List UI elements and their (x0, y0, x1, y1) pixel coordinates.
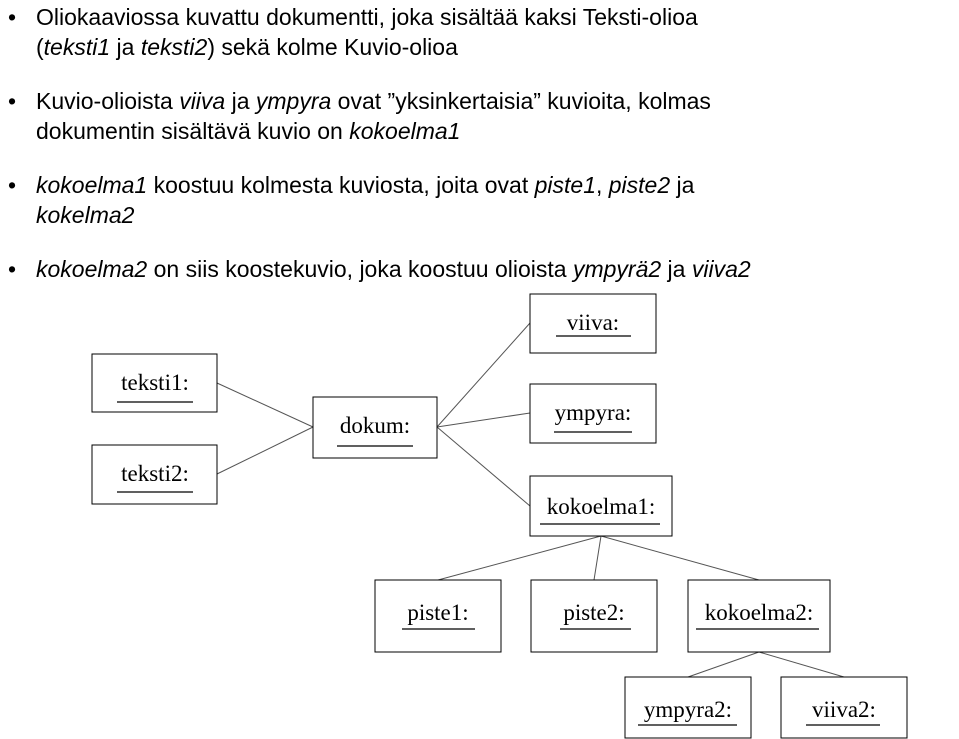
link-kokoelma1-kokoelma2 (601, 536, 759, 580)
bullet-marker: • (7, 4, 17, 30)
link-kokoelma2-viiva2 (759, 652, 844, 677)
object-label: teksti1: (121, 370, 189, 395)
bullet-text-segment: ja (670, 172, 695, 198)
object-kokoelma1 (530, 476, 672, 536)
link-kokoelma2-ympyra2 (688, 652, 759, 677)
link-dokum-ympyra (437, 413, 530, 427)
bullet-text-segment: Kuvio-olioista (36, 88, 180, 114)
bullet-marker: • (7, 88, 17, 114)
link-kokoelma1-piste2 (594, 536, 601, 580)
bullet-marker: • (7, 256, 17, 282)
bullet-text-segment: ja (661, 256, 692, 282)
bullet-text-segment: ja (110, 34, 141, 60)
object-viiva2 (781, 677, 907, 738)
object-name-text: kokelma2 (36, 202, 135, 228)
link-kokoelma1-piste1 (438, 536, 601, 580)
object-ympyra (530, 384, 656, 443)
object-label: ympyra2: (643, 697, 733, 722)
bullet-text-segment: dokumentin sisältävä kuvio on (36, 118, 350, 144)
object-dokum (313, 397, 437, 458)
object-name-text: kokoelma2 (36, 256, 148, 282)
object-viiva (530, 294, 656, 353)
object-name-text: viiva2 (691, 256, 751, 282)
bullet-text-segment: Oliokaaviossa kuvattu dokumentti, joka sisältää kaksi Teksti-olioa (36, 4, 698, 30)
object-piste2 (531, 580, 657, 652)
link-dokum-teksti2 (217, 427, 313, 474)
bullet-text-segment: on siis koostekuvio, joka koostuu olioista (147, 256, 573, 282)
object-name-text: teksti1 (43, 34, 111, 60)
bullet-text-segment: ) sekä kolme Kuvio-olioa (207, 34, 458, 60)
bullet-text-segment: koostuu kolmesta kuviosta, joita ovat (147, 172, 535, 198)
bullet-text-segment: ja (225, 88, 256, 114)
object-piste1 (375, 580, 501, 652)
object-kokoelma2 (688, 580, 830, 652)
object-teksti1 (92, 354, 217, 412)
object-name-text: piste2 (608, 172, 671, 198)
bullet-marker: • (7, 172, 17, 198)
object-label: kokoelma1: (546, 494, 656, 519)
object-label: teksti2: (121, 461, 189, 486)
object-label: ympyra: (554, 400, 632, 425)
object-label: piste1: (407, 600, 469, 625)
link-dokum-teksti1 (217, 383, 313, 427)
object-name-text: viiva (179, 88, 226, 114)
bullet-text-segment: ( (36, 34, 44, 60)
object-teksti2 (92, 445, 217, 504)
link-dokum-viiva (437, 323, 530, 427)
object-name-text: piste1 (534, 172, 596, 198)
bullet-text-segment: , (595, 172, 609, 198)
object-name-text: ympyra (255, 88, 332, 114)
bullet-text-segment: ovat ”yksinkertaisia” kuvioita, kolmas (331, 88, 711, 114)
object-ympyra2 (625, 677, 751, 738)
object-label: viiva2: (812, 697, 876, 722)
object-label: dokum: (339, 413, 411, 438)
object-name-text: teksti2 (140, 34, 208, 60)
link-dokum-kokoelma1 (437, 427, 530, 506)
object-name-text: ympyrä2 (572, 256, 662, 282)
object-label: viiva: (566, 310, 620, 335)
diagram-nodes (92, 294, 907, 738)
object-name-text: kokoelma1 (349, 118, 461, 144)
object-label: kokoelma2: (704, 600, 814, 625)
object-name-text: kokoelma1 (36, 172, 148, 198)
object-label: piste2: (563, 600, 625, 625)
